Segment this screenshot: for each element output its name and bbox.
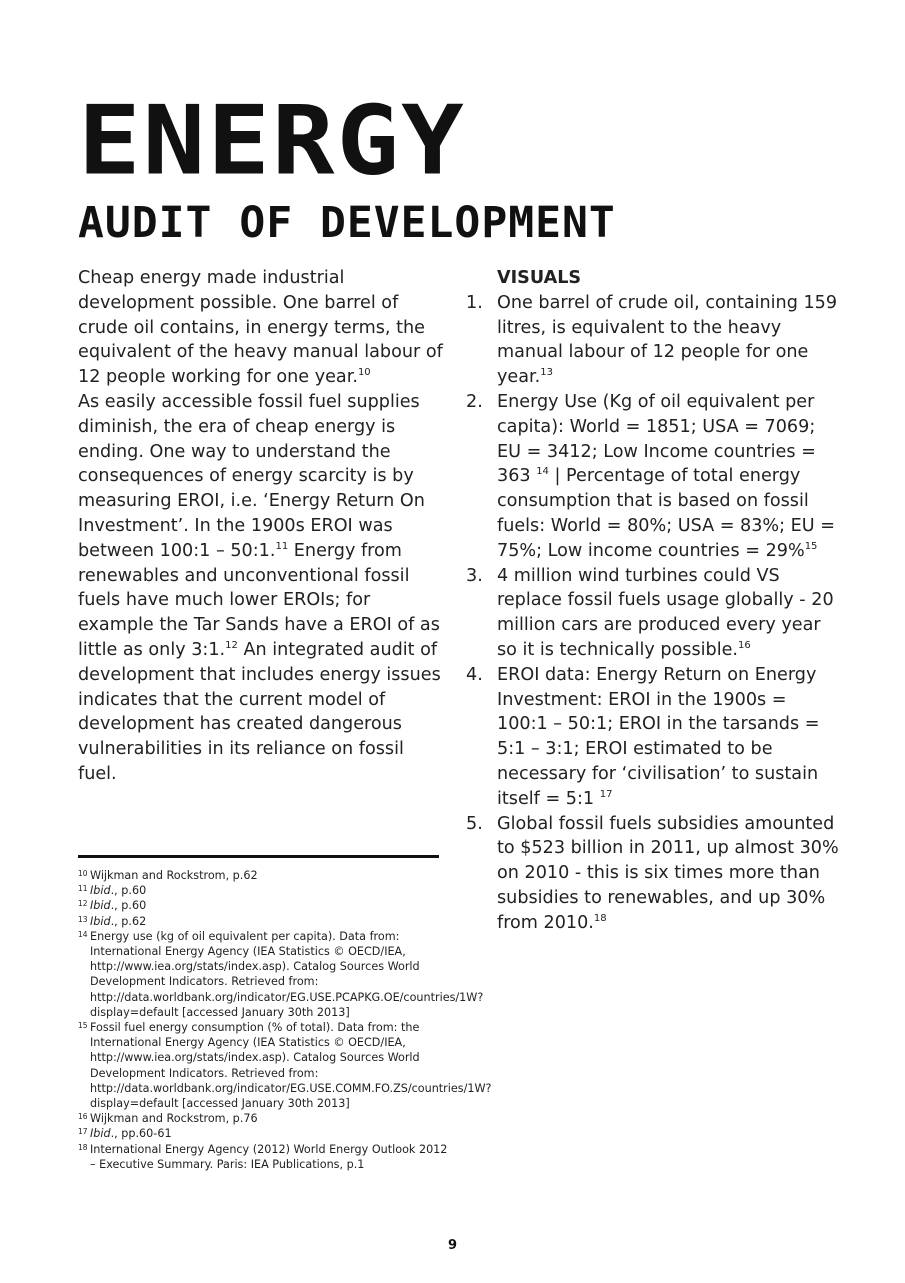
page-title: ENERGY xyxy=(78,84,466,197)
footnote-text: Wijkman and Rockstrom, p.76 xyxy=(90,1112,258,1126)
list-item xyxy=(466,812,841,936)
footnote-ibid: Ibid xyxy=(90,899,111,913)
footnote-ref: 17 xyxy=(599,788,613,800)
footnote-ref: 15 xyxy=(804,540,818,552)
footnote-ref: 11 xyxy=(275,540,289,552)
footnote-number: 10 xyxy=(78,869,88,878)
list-item xyxy=(466,390,841,564)
body-column xyxy=(78,266,443,787)
footnote xyxy=(78,914,448,929)
footnote-ref: 10 xyxy=(357,367,371,379)
list-text: | Percentage of total energy consumption that is based on fossil fuels: World = 80%; USA = 83%; EU = 75%; Low income countries = 29% xyxy=(497,466,836,561)
body-paragraph-2 xyxy=(78,390,443,787)
list-number: 2. xyxy=(466,391,483,412)
list-text: EROI data: Energy Return on Energy Investment: EROI in the 1900s = 100:1 – 50:1; EROI in the tarsands = 5:1 – 3:1; EROI estimated to be necessary for ‘civilisation’ to sustain itself = 5:1 xyxy=(497,664,820,809)
footnote xyxy=(78,1111,448,1126)
footnotes xyxy=(78,868,492,1172)
footnote-ref: 16 xyxy=(738,639,751,651)
footnote xyxy=(78,1142,448,1172)
list-item xyxy=(466,564,841,663)
footnote-divider xyxy=(78,855,439,858)
footnote-text: ., p.60 xyxy=(110,884,147,898)
footnote-ibid: Ibid xyxy=(90,1127,111,1141)
footnote-ref: 18 xyxy=(593,912,607,924)
list-number: 4. xyxy=(466,664,483,685)
footnote xyxy=(78,1126,448,1141)
footnote-number: 14 xyxy=(78,929,88,939)
footnote-number: 16 xyxy=(78,1112,88,1122)
footnote-text: Wijkman and Rockstrom, p.62 xyxy=(90,869,258,882)
footnote-text: Energy use (kg of oil equivalent per capita). Data from: International Energy Agency (IEA Statistics © OECD/IEA, http://www.iea.org/stats/index.asp). Catalog Sources World Development Indicators. Retrieved from: http://data.worldbank.org/indicator/EG.USE.PCAPKG.OE/countries/1W?display=default [accessed January 30th 2013] xyxy=(90,929,484,1019)
list-number: 1. xyxy=(466,292,483,313)
footnote-number: 17 xyxy=(78,1127,88,1137)
list-item xyxy=(466,663,841,812)
footnote xyxy=(78,883,448,898)
footnote-text: ., p.60 xyxy=(110,899,147,913)
body-text: Cheap energy made industrial development possible. One barrel of crude oil contains, in energy terms, the equivalent of the heavy manual labour of 12 people working for one year. xyxy=(78,268,443,388)
list-number: 5. xyxy=(466,813,483,834)
body-text: An integrated audit of development that includes energy issues indicates that the current model of development has created dangerous vulnerabilities in its reliance on fossil fuel. xyxy=(78,639,441,784)
list-text: Energy Use (Kg of oil equivalent per capita): World = 1851; USA = 7069; EU = 3412; Low Income countries = 363 xyxy=(497,391,816,487)
body-text: As easily accessible fossil fuel supplies diminish, the era of cheap energy is ending. One way to understand the consequences of energy scarcity is by measuring EROI, i.e. ‘Energy Return On Investment’. In the 1900s EROI was between 100:1 – 50:1. xyxy=(78,391,425,561)
body-text: Energy from renewables and unconventional fossil fuels have much lower EROIs; for example the Tar Sands have a EROI of as little as only 3:1. xyxy=(78,540,440,660)
footnote xyxy=(78,898,448,913)
footnote-ref: 13 xyxy=(540,367,553,379)
footnote-text: ., p.62 xyxy=(110,914,147,928)
footnote-number: 13 xyxy=(78,914,88,924)
footnote-text: International Energy Agency (2012) World Energy Outlook 2012 – Executive Summary. Paris: IEA Publications, p.1 xyxy=(90,1142,448,1171)
footnote xyxy=(78,1020,492,1111)
list-text: Global fossil fuels subsidies amounted to $523 billion in 2011, up almost 30% on 2010 - this is six times more than subsidies to renewables, and up 30% from 2010. xyxy=(497,813,839,933)
footnote-number: 18 xyxy=(78,1142,88,1152)
list-text: One barrel of crude oil, containing 159 litres, is equivalent to the heavy manual labour of 12 people for one year. xyxy=(497,292,838,388)
footnote-ibid: Ibid xyxy=(90,884,111,898)
footnote-text: ., pp.60-61 xyxy=(110,1127,172,1141)
list-item xyxy=(466,291,841,390)
list-text: 4 million wind turbines could VS replace fossil fuels usage globally - 20 million cars are produced every year so it is technically possible. xyxy=(497,565,834,660)
footnote-text: Fossil fuel energy consumption (% of total). Data from: the International Energy Agency (IEA Statistics © OECD/IEA, http://www.iea.org/stats/index.asp). Catalog Sources World Development Indicators. Retrieved from: http://data.worldbank.org/indicator/EG.USE.COMM.FO.ZS/countries/1W?display=default [accessed January 30th 2013] xyxy=(90,1021,492,1111)
visuals-heading: VISUALS xyxy=(497,268,582,288)
page-subtitle: AUDIT OF DEVELOPMENT xyxy=(78,198,616,248)
footnote-number: 11 xyxy=(78,884,88,894)
footnote-ibid: Ibid xyxy=(90,914,111,928)
footnote xyxy=(78,868,448,883)
footnote-ref: 14 xyxy=(536,466,549,478)
visuals-list xyxy=(466,291,841,936)
page-number: 9 xyxy=(447,1238,458,1253)
footnote-number: 12 xyxy=(78,899,88,909)
body-paragraph-1 xyxy=(78,266,443,390)
list-number: 3. xyxy=(466,565,483,586)
footnote xyxy=(78,929,484,1020)
visuals-column xyxy=(466,266,841,936)
footnote-ref: 12 xyxy=(225,639,238,651)
footnote-number: 15 xyxy=(78,1021,88,1031)
